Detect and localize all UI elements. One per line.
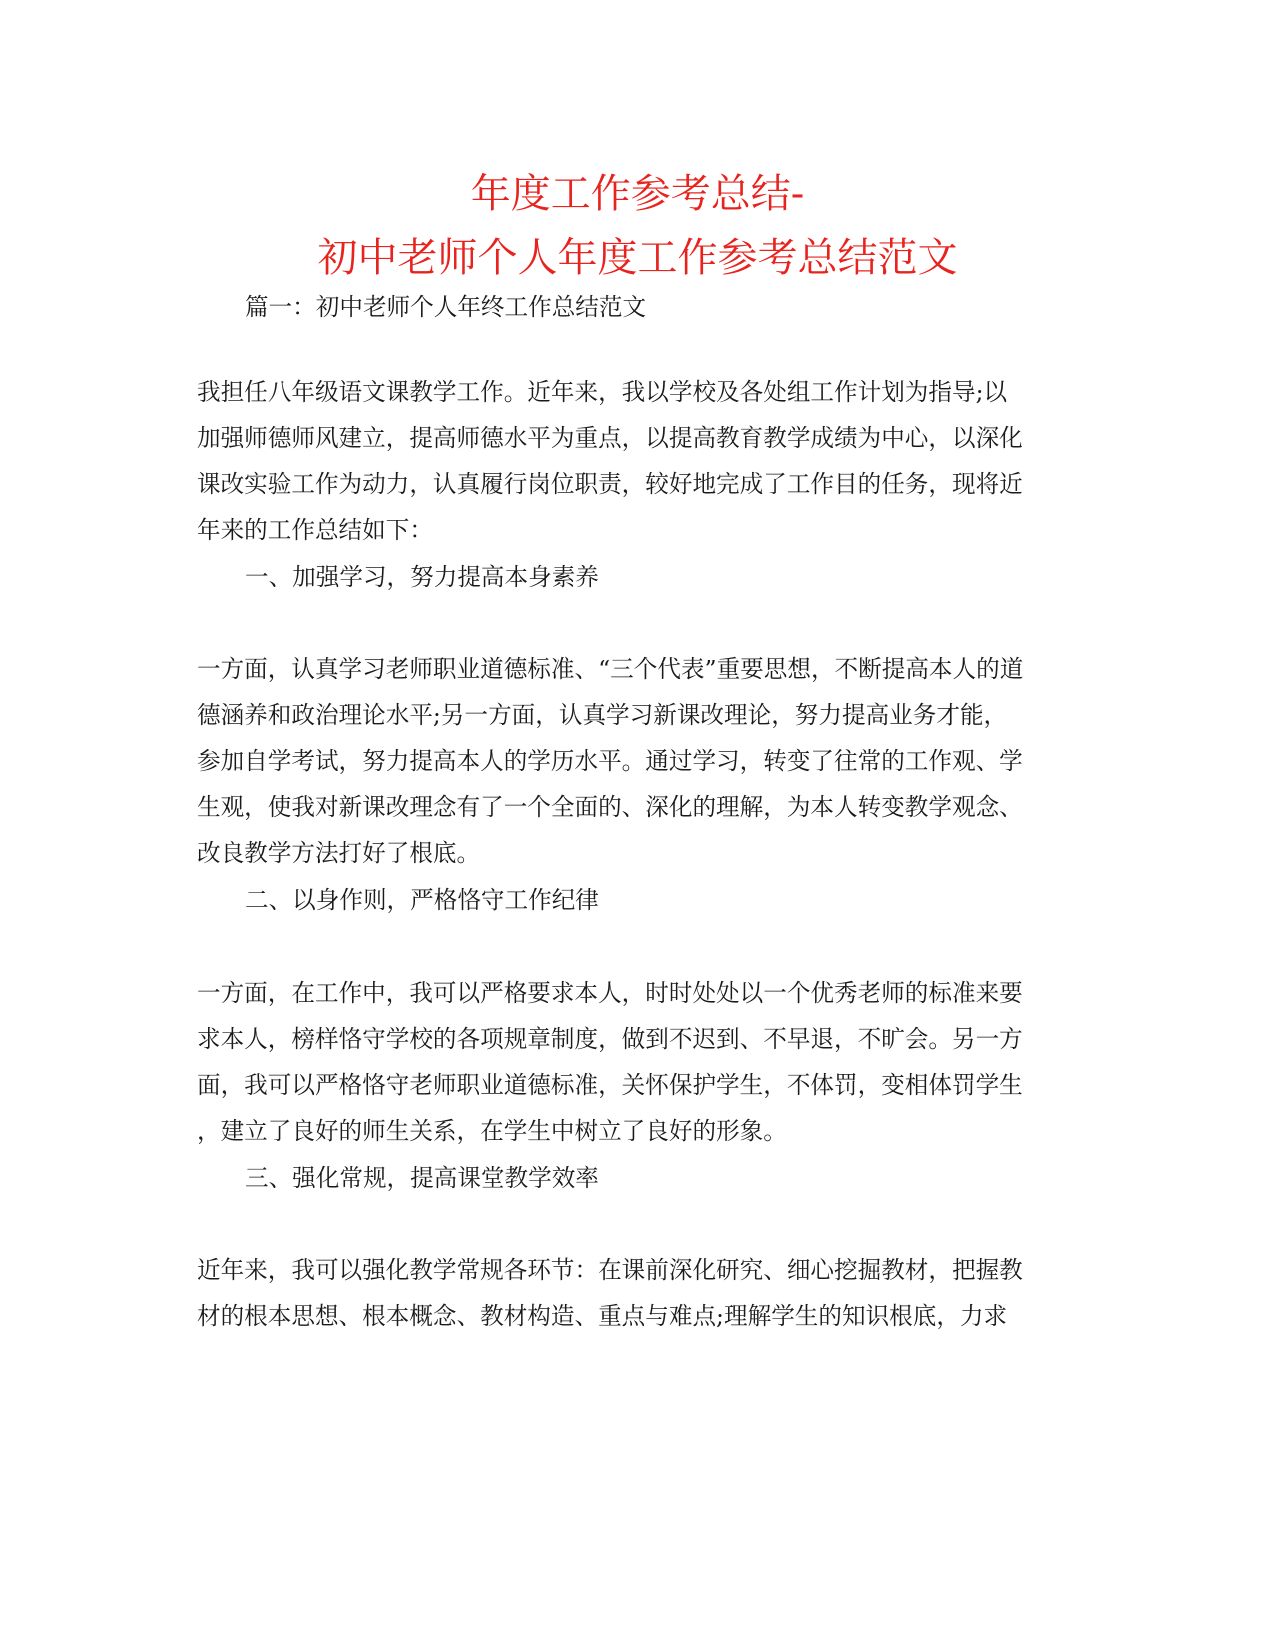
paragraph-line: 近年来，我可以强化教学常规各环节：在课前深化研究、细心挖掘教材，把握教 [197,1256,1023,1284]
subtitle: 篇一：初中老师个人年终工作总结范文 [245,293,647,321]
paragraph-line: 德涵养和政治理论水平;另一方面，认真学习新课改理论，努力提高业务才能， [197,701,1008,729]
paragraph-line: 一方面，认真学习老师职业道德标准、“三个代表”重要思想，不断提高本人的道 [197,655,1024,683]
paragraph-line: 加强师德师风建立，提高师德水平为重点，以提高教育教学成绩为中心，以深化 [197,424,1023,452]
paragraph-line: 课改实验工作为动力，认真履行岗位职责，较好地完成了工作目的任务，现将近 [197,470,1023,498]
paragraph-line: 生观，使我对新课改理念有了一个全面的、深化的理解，为本人转变教学观念、 [197,793,1023,821]
paragraph-line: 改良教学方法打好了根底。 [197,839,481,867]
paragraph-line: 年来的工作总结如下： [197,516,433,544]
paragraph-line: ，建立了良好的师生关系，在学生中树立了良好的形象。 [197,1117,787,1145]
document-title-line-2: 初中老师个人年度工作参考总结范文 [317,235,958,281]
paragraph-line: 一方面，在工作中，我可以严格要求本人，时时处处以一个优秀老师的标准来要 [197,979,1023,1007]
section-3-heading: 三、强化常规，提高课堂教学效率 [245,1164,599,1192]
section-2-heading: 二、以身作则，严格恪守工作纪律 [245,886,599,914]
section-1-heading: 一、加强学习，努力提高本身素养 [245,563,599,591]
intro-paragraph [197,369,1077,553]
paragraph-line: 材的根本思想、根本概念、教材构造、重点与难点;理解学生的知识根底，力求 [197,1302,1008,1330]
section-3-paragraph [197,1247,1077,1339]
paragraph-line: 参加自学考试，努力提高本人的学历水平。通过学习，转变了往常的工作观、学 [197,747,1023,775]
document-title-line-1: 年度工作参考总结- [470,171,805,217]
paragraph-line: 求本人，榜样恪守学校的各项规章制度，做到不迟到、不早退，不旷会。另一方 [197,1025,1023,1053]
paragraph-line: 面，我可以严格恪守老师职业道德标准，关怀保护学生，不体罚，变相体罚学生 [197,1071,1023,1099]
paragraph-line: 我担任八年级语文课教学工作。近年来，我以学校及各处组工作计划为指导;以 [197,378,1008,406]
section-1-paragraph [197,646,1077,876]
section-2-paragraph [197,970,1077,1154]
